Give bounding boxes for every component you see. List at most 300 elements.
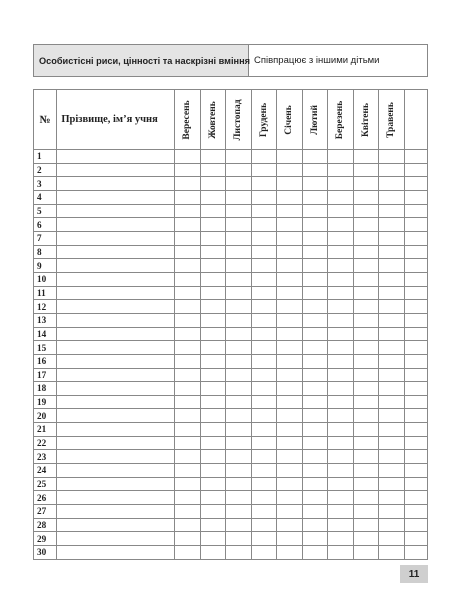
mark-cell[interactable] <box>251 327 276 341</box>
mark-cell[interactable] <box>302 532 327 546</box>
mark-cell[interactable] <box>379 190 404 204</box>
student-name-cell[interactable] <box>57 190 175 204</box>
mark-cell[interactable] <box>200 190 225 204</box>
mark-cell[interactable] <box>328 150 353 164</box>
mark-cell[interactable] <box>302 313 327 327</box>
mark-cell[interactable] <box>251 409 276 423</box>
mark-cell[interactable] <box>277 163 302 177</box>
mark-cell[interactable] <box>328 327 353 341</box>
mark-cell[interactable] <box>353 177 378 191</box>
mark-cell[interactable] <box>328 409 353 423</box>
mark-cell[interactable] <box>277 436 302 450</box>
mark-cell[interactable] <box>175 313 200 327</box>
mark-cell[interactable] <box>302 409 327 423</box>
mark-cell[interactable] <box>226 354 251 368</box>
mark-cell[interactable] <box>175 259 200 273</box>
mark-cell[interactable] <box>379 204 404 218</box>
mark-cell[interactable] <box>404 245 427 259</box>
mark-cell[interactable] <box>277 395 302 409</box>
mark-cell[interactable] <box>353 477 378 491</box>
student-name-cell[interactable] <box>57 409 175 423</box>
mark-cell[interactable] <box>404 450 427 464</box>
mark-cell[interactable] <box>251 382 276 396</box>
mark-cell[interactable] <box>404 395 427 409</box>
mark-cell[interactable] <box>251 218 276 232</box>
mark-cell[interactable] <box>302 464 327 478</box>
mark-cell[interactable] <box>379 368 404 382</box>
mark-cell[interactable] <box>328 450 353 464</box>
student-name-cell[interactable] <box>57 245 175 259</box>
mark-cell[interactable] <box>353 190 378 204</box>
mark-cell[interactable] <box>404 505 427 519</box>
mark-cell[interactable] <box>353 204 378 218</box>
mark-cell[interactable] <box>175 163 200 177</box>
mark-cell[interactable] <box>328 300 353 314</box>
mark-cell[interactable] <box>277 286 302 300</box>
mark-cell[interactable] <box>353 259 378 273</box>
mark-cell[interactable] <box>226 518 251 532</box>
mark-cell[interactable] <box>251 259 276 273</box>
mark-cell[interactable] <box>302 450 327 464</box>
student-name-cell[interactable] <box>57 218 175 232</box>
mark-cell[interactable] <box>302 286 327 300</box>
mark-cell[interactable] <box>200 313 225 327</box>
mark-cell[interactable] <box>328 423 353 437</box>
mark-cell[interactable] <box>200 477 225 491</box>
mark-cell[interactable] <box>175 327 200 341</box>
student-name-cell[interactable] <box>57 300 175 314</box>
mark-cell[interactable] <box>200 163 225 177</box>
mark-cell[interactable] <box>379 177 404 191</box>
mark-cell[interactable] <box>226 450 251 464</box>
mark-cell[interactable] <box>404 177 427 191</box>
mark-cell[interactable] <box>226 491 251 505</box>
mark-cell[interactable] <box>251 395 276 409</box>
mark-cell[interactable] <box>277 450 302 464</box>
mark-cell[interactable] <box>328 518 353 532</box>
mark-cell[interactable] <box>353 436 378 450</box>
mark-cell[interactable] <box>277 532 302 546</box>
mark-cell[interactable] <box>328 272 353 286</box>
mark-cell[interactable] <box>251 423 276 437</box>
mark-cell[interactable] <box>251 354 276 368</box>
mark-cell[interactable] <box>404 163 427 177</box>
mark-cell[interactable] <box>200 395 225 409</box>
mark-cell[interactable] <box>277 259 302 273</box>
mark-cell[interactable] <box>175 204 200 218</box>
mark-cell[interactable] <box>277 423 302 437</box>
mark-cell[interactable] <box>302 259 327 273</box>
mark-cell[interactable] <box>277 300 302 314</box>
mark-cell[interactable] <box>226 259 251 273</box>
mark-cell[interactable] <box>302 382 327 396</box>
student-name-cell[interactable] <box>57 436 175 450</box>
mark-cell[interactable] <box>404 313 427 327</box>
mark-cell[interactable] <box>200 423 225 437</box>
mark-cell[interactable] <box>200 505 225 519</box>
mark-cell[interactable] <box>379 218 404 232</box>
mark-cell[interactable] <box>226 368 251 382</box>
mark-cell[interactable] <box>175 491 200 505</box>
mark-cell[interactable] <box>353 382 378 396</box>
mark-cell[interactable] <box>200 450 225 464</box>
mark-cell[interactable] <box>277 341 302 355</box>
mark-cell[interactable] <box>379 382 404 396</box>
mark-cell[interactable] <box>302 546 327 560</box>
mark-cell[interactable] <box>302 300 327 314</box>
student-name-cell[interactable] <box>57 204 175 218</box>
mark-cell[interactable] <box>277 546 302 560</box>
mark-cell[interactable] <box>328 313 353 327</box>
mark-cell[interactable] <box>277 491 302 505</box>
mark-cell[interactable] <box>353 409 378 423</box>
mark-cell[interactable] <box>379 409 404 423</box>
mark-cell[interactable] <box>353 341 378 355</box>
mark-cell[interactable] <box>226 204 251 218</box>
mark-cell[interactable] <box>175 450 200 464</box>
mark-cell[interactable] <box>226 286 251 300</box>
mark-cell[interactable] <box>175 245 200 259</box>
mark-cell[interactable] <box>328 341 353 355</box>
mark-cell[interactable] <box>404 546 427 560</box>
mark-cell[interactable] <box>379 300 404 314</box>
mark-cell[interactable] <box>328 190 353 204</box>
mark-cell[interactable] <box>251 190 276 204</box>
mark-cell[interactable] <box>328 204 353 218</box>
mark-cell[interactable] <box>226 532 251 546</box>
mark-cell[interactable] <box>379 245 404 259</box>
mark-cell[interactable] <box>175 177 200 191</box>
mark-cell[interactable] <box>200 341 225 355</box>
mark-cell[interactable] <box>379 286 404 300</box>
mark-cell[interactable] <box>226 245 251 259</box>
mark-cell[interactable] <box>379 272 404 286</box>
mark-cell[interactable] <box>379 354 404 368</box>
student-name-cell[interactable] <box>57 231 175 245</box>
student-name-cell[interactable] <box>57 286 175 300</box>
mark-cell[interactable] <box>328 259 353 273</box>
mark-cell[interactable] <box>226 409 251 423</box>
mark-cell[interactable] <box>251 464 276 478</box>
mark-cell[interactable] <box>251 231 276 245</box>
mark-cell[interactable] <box>379 450 404 464</box>
mark-cell[interactable] <box>353 245 378 259</box>
mark-cell[interactable] <box>200 368 225 382</box>
mark-cell[interactable] <box>379 423 404 437</box>
mark-cell[interactable] <box>404 423 427 437</box>
mark-cell[interactable] <box>175 464 200 478</box>
mark-cell[interactable] <box>328 436 353 450</box>
mark-cell[interactable] <box>175 341 200 355</box>
mark-cell[interactable] <box>200 327 225 341</box>
mark-cell[interactable] <box>251 341 276 355</box>
mark-cell[interactable] <box>200 286 225 300</box>
mark-cell[interactable] <box>328 286 353 300</box>
mark-cell[interactable] <box>277 354 302 368</box>
mark-cell[interactable] <box>226 436 251 450</box>
student-name-cell[interactable] <box>57 464 175 478</box>
mark-cell[interactable] <box>328 382 353 396</box>
mark-cell[interactable] <box>379 395 404 409</box>
mark-cell[interactable] <box>175 546 200 560</box>
mark-cell[interactable] <box>251 300 276 314</box>
mark-cell[interactable] <box>251 436 276 450</box>
mark-cell[interactable] <box>277 231 302 245</box>
mark-cell[interactable] <box>175 150 200 164</box>
mark-cell[interactable] <box>302 150 327 164</box>
mark-cell[interactable] <box>200 409 225 423</box>
mark-cell[interactable] <box>277 204 302 218</box>
mark-cell[interactable] <box>404 382 427 396</box>
mark-cell[interactable] <box>353 464 378 478</box>
mark-cell[interactable] <box>353 272 378 286</box>
mark-cell[interactable] <box>175 368 200 382</box>
mark-cell[interactable] <box>200 518 225 532</box>
mark-cell[interactable] <box>175 436 200 450</box>
mark-cell[interactable] <box>251 518 276 532</box>
student-name-cell[interactable] <box>57 505 175 519</box>
mark-cell[interactable] <box>302 518 327 532</box>
mark-cell[interactable] <box>200 245 225 259</box>
mark-cell[interactable] <box>200 436 225 450</box>
mark-cell[interactable] <box>175 300 200 314</box>
mark-cell[interactable] <box>404 464 427 478</box>
mark-cell[interactable] <box>277 327 302 341</box>
student-name-cell[interactable] <box>57 341 175 355</box>
mark-cell[interactable] <box>404 477 427 491</box>
mark-cell[interactable] <box>328 231 353 245</box>
mark-cell[interactable] <box>302 354 327 368</box>
mark-cell[interactable] <box>353 218 378 232</box>
mark-cell[interactable] <box>379 505 404 519</box>
mark-cell[interactable] <box>302 505 327 519</box>
mark-cell[interactable] <box>379 163 404 177</box>
mark-cell[interactable] <box>226 218 251 232</box>
mark-cell[interactable] <box>353 450 378 464</box>
mark-cell[interactable] <box>251 177 276 191</box>
mark-cell[interactable] <box>302 368 327 382</box>
student-name-cell[interactable] <box>57 450 175 464</box>
mark-cell[interactable] <box>277 409 302 423</box>
mark-cell[interactable] <box>226 464 251 478</box>
mark-cell[interactable] <box>251 368 276 382</box>
mark-cell[interactable] <box>302 204 327 218</box>
mark-cell[interactable] <box>379 327 404 341</box>
mark-cell[interactable] <box>277 218 302 232</box>
mark-cell[interactable] <box>251 163 276 177</box>
mark-cell[interactable] <box>200 150 225 164</box>
mark-cell[interactable] <box>302 327 327 341</box>
mark-cell[interactable] <box>226 300 251 314</box>
mark-cell[interactable] <box>226 477 251 491</box>
mark-cell[interactable] <box>379 436 404 450</box>
mark-cell[interactable] <box>302 436 327 450</box>
mark-cell[interactable] <box>302 341 327 355</box>
mark-cell[interactable] <box>379 546 404 560</box>
mark-cell[interactable] <box>226 341 251 355</box>
mark-cell[interactable] <box>379 259 404 273</box>
mark-cell[interactable] <box>251 204 276 218</box>
mark-cell[interactable] <box>175 382 200 396</box>
student-name-cell[interactable] <box>57 177 175 191</box>
mark-cell[interactable] <box>328 218 353 232</box>
mark-cell[interactable] <box>200 382 225 396</box>
mark-cell[interactable] <box>200 177 225 191</box>
mark-cell[interactable] <box>353 518 378 532</box>
mark-cell[interactable] <box>353 532 378 546</box>
mark-cell[interactable] <box>251 286 276 300</box>
mark-cell[interactable] <box>328 163 353 177</box>
mark-cell[interactable] <box>226 423 251 437</box>
mark-cell[interactable] <box>200 532 225 546</box>
mark-cell[interactable] <box>277 272 302 286</box>
mark-cell[interactable] <box>226 150 251 164</box>
mark-cell[interactable] <box>353 150 378 164</box>
mark-cell[interactable] <box>379 518 404 532</box>
mark-cell[interactable] <box>302 272 327 286</box>
mark-cell[interactable] <box>328 546 353 560</box>
mark-cell[interactable] <box>404 327 427 341</box>
mark-cell[interactable] <box>404 259 427 273</box>
mark-cell[interactable] <box>226 272 251 286</box>
mark-cell[interactable] <box>251 505 276 519</box>
mark-cell[interactable] <box>226 382 251 396</box>
mark-cell[interactable] <box>175 395 200 409</box>
student-name-cell[interactable] <box>57 518 175 532</box>
student-name-cell[interactable] <box>57 354 175 368</box>
mark-cell[interactable] <box>200 259 225 273</box>
student-name-cell[interactable] <box>57 477 175 491</box>
mark-cell[interactable] <box>328 395 353 409</box>
mark-cell[interactable] <box>226 231 251 245</box>
mark-cell[interactable] <box>277 477 302 491</box>
mark-cell[interactable] <box>175 286 200 300</box>
mark-cell[interactable] <box>353 313 378 327</box>
mark-cell[interactable] <box>302 477 327 491</box>
mark-cell[interactable] <box>353 300 378 314</box>
mark-cell[interactable] <box>353 546 378 560</box>
mark-cell[interactable] <box>175 532 200 546</box>
mark-cell[interactable] <box>404 286 427 300</box>
mark-cell[interactable] <box>200 354 225 368</box>
student-name-cell[interactable] <box>57 491 175 505</box>
mark-cell[interactable] <box>404 204 427 218</box>
mark-cell[interactable] <box>404 190 427 204</box>
student-name-cell[interactable] <box>57 327 175 341</box>
mark-cell[interactable] <box>226 163 251 177</box>
mark-cell[interactable] <box>226 546 251 560</box>
mark-cell[interactable] <box>404 368 427 382</box>
mark-cell[interactable] <box>379 464 404 478</box>
student-name-cell[interactable] <box>57 313 175 327</box>
mark-cell[interactable] <box>404 218 427 232</box>
mark-cell[interactable] <box>328 354 353 368</box>
mark-cell[interactable] <box>353 491 378 505</box>
mark-cell[interactable] <box>404 150 427 164</box>
mark-cell[interactable] <box>226 395 251 409</box>
mark-cell[interactable] <box>251 272 276 286</box>
mark-cell[interactable] <box>277 382 302 396</box>
mark-cell[interactable] <box>200 464 225 478</box>
mark-cell[interactable] <box>277 313 302 327</box>
mark-cell[interactable] <box>200 231 225 245</box>
mark-cell[interactable] <box>302 491 327 505</box>
mark-cell[interactable] <box>200 546 225 560</box>
mark-cell[interactable] <box>379 491 404 505</box>
mark-cell[interactable] <box>328 491 353 505</box>
mark-cell[interactable] <box>353 354 378 368</box>
mark-cell[interactable] <box>379 150 404 164</box>
mark-cell[interactable] <box>404 272 427 286</box>
mark-cell[interactable] <box>328 177 353 191</box>
mark-cell[interactable] <box>353 286 378 300</box>
mark-cell[interactable] <box>277 464 302 478</box>
mark-cell[interactable] <box>379 231 404 245</box>
student-name-cell[interactable] <box>57 259 175 273</box>
mark-cell[interactable] <box>353 423 378 437</box>
mark-cell[interactable] <box>277 190 302 204</box>
mark-cell[interactable] <box>175 477 200 491</box>
mark-cell[interactable] <box>277 245 302 259</box>
mark-cell[interactable] <box>277 505 302 519</box>
mark-cell[interactable] <box>175 272 200 286</box>
mark-cell[interactable] <box>277 150 302 164</box>
student-name-cell[interactable] <box>57 546 175 560</box>
student-name-cell[interactable] <box>57 150 175 164</box>
mark-cell[interactable] <box>404 436 427 450</box>
mark-cell[interactable] <box>226 327 251 341</box>
mark-cell[interactable] <box>251 313 276 327</box>
mark-cell[interactable] <box>226 313 251 327</box>
mark-cell[interactable] <box>226 190 251 204</box>
mark-cell[interactable] <box>328 368 353 382</box>
mark-cell[interactable] <box>226 505 251 519</box>
mark-cell[interactable] <box>328 505 353 519</box>
mark-cell[interactable] <box>404 231 427 245</box>
mark-cell[interactable] <box>302 423 327 437</box>
mark-cell[interactable] <box>379 532 404 546</box>
mark-cell[interactable] <box>302 218 327 232</box>
mark-cell[interactable] <box>251 532 276 546</box>
mark-cell[interactable] <box>175 231 200 245</box>
student-name-cell[interactable] <box>57 163 175 177</box>
mark-cell[interactable] <box>302 245 327 259</box>
mark-cell[interactable] <box>175 518 200 532</box>
mark-cell[interactable] <box>353 505 378 519</box>
mark-cell[interactable] <box>404 491 427 505</box>
mark-cell[interactable] <box>251 477 276 491</box>
mark-cell[interactable] <box>200 300 225 314</box>
mark-cell[interactable] <box>302 163 327 177</box>
mark-cell[interactable] <box>404 532 427 546</box>
mark-cell[interactable] <box>353 163 378 177</box>
mark-cell[interactable] <box>404 341 427 355</box>
mark-cell[interactable] <box>302 231 327 245</box>
mark-cell[interactable] <box>404 518 427 532</box>
mark-cell[interactable] <box>251 546 276 560</box>
mark-cell[interactable] <box>379 477 404 491</box>
mark-cell[interactable] <box>175 505 200 519</box>
mark-cell[interactable] <box>175 423 200 437</box>
mark-cell[interactable] <box>353 395 378 409</box>
mark-cell[interactable] <box>404 300 427 314</box>
mark-cell[interactable] <box>277 177 302 191</box>
mark-cell[interactable] <box>328 532 353 546</box>
mark-cell[interactable] <box>328 464 353 478</box>
student-name-cell[interactable] <box>57 532 175 546</box>
mark-cell[interactable] <box>251 150 276 164</box>
student-name-cell[interactable] <box>57 382 175 396</box>
